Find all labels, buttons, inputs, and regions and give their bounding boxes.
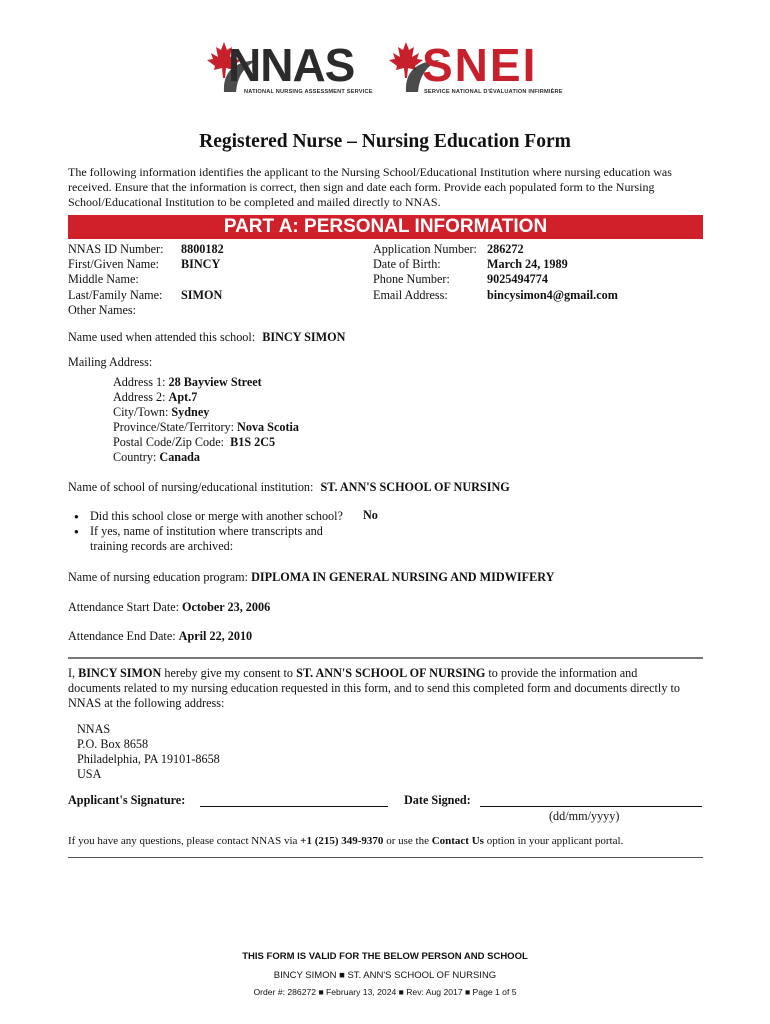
snei-logo-subtitle: SERVICE NATIONAL D'ÉVALUATION INFIRMIÈRE: [424, 89, 563, 95]
date-format-hint: (dd/mm/yyyy): [549, 809, 620, 823]
contact-us-link[interactable]: Contact Us: [431, 835, 484, 847]
nnas-address-line3: Philadelphia, PA 19101-8658: [77, 752, 220, 766]
application-number-label: Application Number:: [373, 242, 477, 256]
consent-prefix: I,: [68, 666, 76, 680]
footer-person-school: BINCY SIMON ■ ST. ANN'S SCHOOL OF NURSING: [273, 970, 497, 981]
close-question: Did this school close or merge with another school?: [90, 509, 343, 523]
start-date-line: [68, 600, 270, 615]
email-label: Email Address:: [373, 288, 448, 302]
consent-line-2: documents related to my nursing education requested in this form, and to send this completed form and documents directly to: [68, 681, 680, 695]
contact-divider: [68, 857, 703, 858]
country-label: Country:: [113, 450, 157, 464]
province-label: Province/State/Territory:: [113, 420, 234, 434]
program-value: DIPLOMA IN GENERAL NURSING AND MIDWIFERY: [251, 570, 555, 584]
end-date-label: Attendance End Date:: [68, 629, 176, 643]
name-used-line: [68, 330, 345, 345]
address-1-value: 28 Bayview Street: [168, 375, 262, 389]
first-name-label: First/Given Name:: [68, 257, 160, 271]
intro-paragraph: The following information identifies the applicant to the Nursing School/Educational Institution where nursing education was received. Ensure that the information is correct, then sign and date each form. Provide each populated form to the Nursing School/Educational Institution to be completed and mailed directly to NNAS.: [68, 165, 672, 210]
start-date-label: Attendance Start Date:: [68, 600, 179, 614]
section-divider: [68, 657, 703, 659]
phone-label: Phone Number:: [373, 272, 450, 286]
address-1-line: [113, 375, 262, 390]
archive-question-item: [68, 524, 468, 554]
name-used-label: Name used when attended this school:: [68, 330, 256, 344]
end-date-value: April 22, 2010: [178, 629, 253, 643]
dob-label: Date of Birth:: [373, 257, 441, 271]
nnas-logo-text: NNAS: [228, 39, 355, 91]
footer-order-line: Order #: 286272 ■ February 13, 2024 ■ Rev: Aug 2017 ■ Page 1 of 5: [253, 987, 517, 997]
archive-question-line1: If yes, name of institution where transcripts and: [90, 524, 323, 538]
address-2-line: [113, 390, 197, 405]
program-label: Name of nursing education program:: [68, 570, 249, 584]
snei-logo-text: SNEI: [422, 39, 538, 91]
consent-line-1: [68, 666, 637, 681]
middle-name-label: Middle Name:: [68, 272, 139, 286]
nnas-id-value: 8800182: [181, 242, 224, 256]
last-name-label: Last/Family Name:: [68, 288, 163, 302]
application-number-value: 286272: [487, 242, 524, 256]
consent-line-3: NNAS at the following address:: [68, 696, 225, 710]
city-value: Sydney: [171, 405, 210, 419]
close-answer: No: [363, 508, 378, 522]
date-signed-field[interactable]: [480, 806, 702, 807]
school-questions-list: [68, 509, 468, 554]
postal-label: Postal Code/Zip Code:: [113, 435, 225, 449]
archive-question-line2: training records are archived:: [90, 539, 234, 553]
country-value: Canada: [159, 450, 201, 464]
applicant-signature-label: Applicant's Signature:: [68, 793, 186, 807]
postal-value: B1S 2C5: [230, 435, 276, 449]
city-line: [113, 405, 209, 420]
part-a-heading: PART A: PERSONAL INFORMATION: [68, 215, 703, 239]
contact-middle: or use the: [386, 835, 429, 847]
name-used-value: BINCY SIMON: [262, 330, 346, 344]
consent-name: BINCY SIMON: [78, 666, 162, 680]
school-value: ST. ANN'S SCHOOL OF NURSING: [320, 480, 510, 494]
footer-validity: THIS FORM IS VALID FOR THE BELOW PERSON AND SCHOOL: [242, 951, 528, 962]
applicant-signature-field[interactable]: [200, 806, 388, 807]
phone-value: 9025494774: [487, 272, 548, 286]
school-line: [68, 480, 510, 495]
province-line: [113, 420, 299, 435]
consent-school: ST. ANN'S SCHOOL OF NURSING: [296, 666, 486, 680]
dob-value: March 24, 1989: [487, 257, 568, 271]
postal-line: [113, 435, 275, 450]
logo: [200, 38, 570, 108]
date-signed-label: Date Signed:: [404, 793, 471, 807]
contact-suffix: option in your applicant portal.: [486, 835, 624, 847]
address-2-value: Apt.7: [168, 390, 198, 404]
nnas-id-label: NNAS ID Number:: [68, 242, 164, 256]
email-value: bincysimon4@gmail.com: [487, 288, 618, 302]
close-question-item: [68, 509, 468, 524]
end-date-line: [68, 629, 252, 644]
program-line: [68, 570, 554, 585]
nnas-logo-subtitle: NATIONAL NURSING ASSESSMENT SERVICE: [244, 89, 373, 95]
school-label: Name of school of nursing/educational institution:: [68, 480, 314, 494]
nnas-address-line4: USA: [77, 767, 102, 781]
contact-prefix: If you have any questions, please contact NNAS via: [68, 835, 298, 847]
contact-phone: +1 (215) 349-9370: [300, 835, 384, 847]
page-title: Registered Nurse – Nursing Education Form: [199, 131, 571, 152]
nnas-address-line1: NNAS: [77, 722, 111, 736]
country-line: [113, 450, 200, 465]
start-date-value: October 23, 2006: [182, 600, 271, 614]
mailing-address-label: Mailing Address:: [68, 355, 153, 369]
province-value: Nova Scotia: [237, 420, 299, 434]
last-name-value: SIMON: [181, 288, 223, 302]
nnas-address-line2: P.O. Box 8658: [77, 737, 149, 751]
city-label: City/Town:: [113, 405, 169, 419]
first-name-value: BINCY: [181, 257, 221, 271]
contact-line: [68, 835, 623, 847]
other-names-label: Other Names:: [68, 303, 137, 317]
address-1-label: Address 1:: [113, 375, 166, 389]
consent-rest: to provide the information and: [488, 666, 638, 680]
consent-middle: hereby give my consent to: [164, 666, 294, 680]
address-2-label: Address 2:: [113, 390, 166, 404]
